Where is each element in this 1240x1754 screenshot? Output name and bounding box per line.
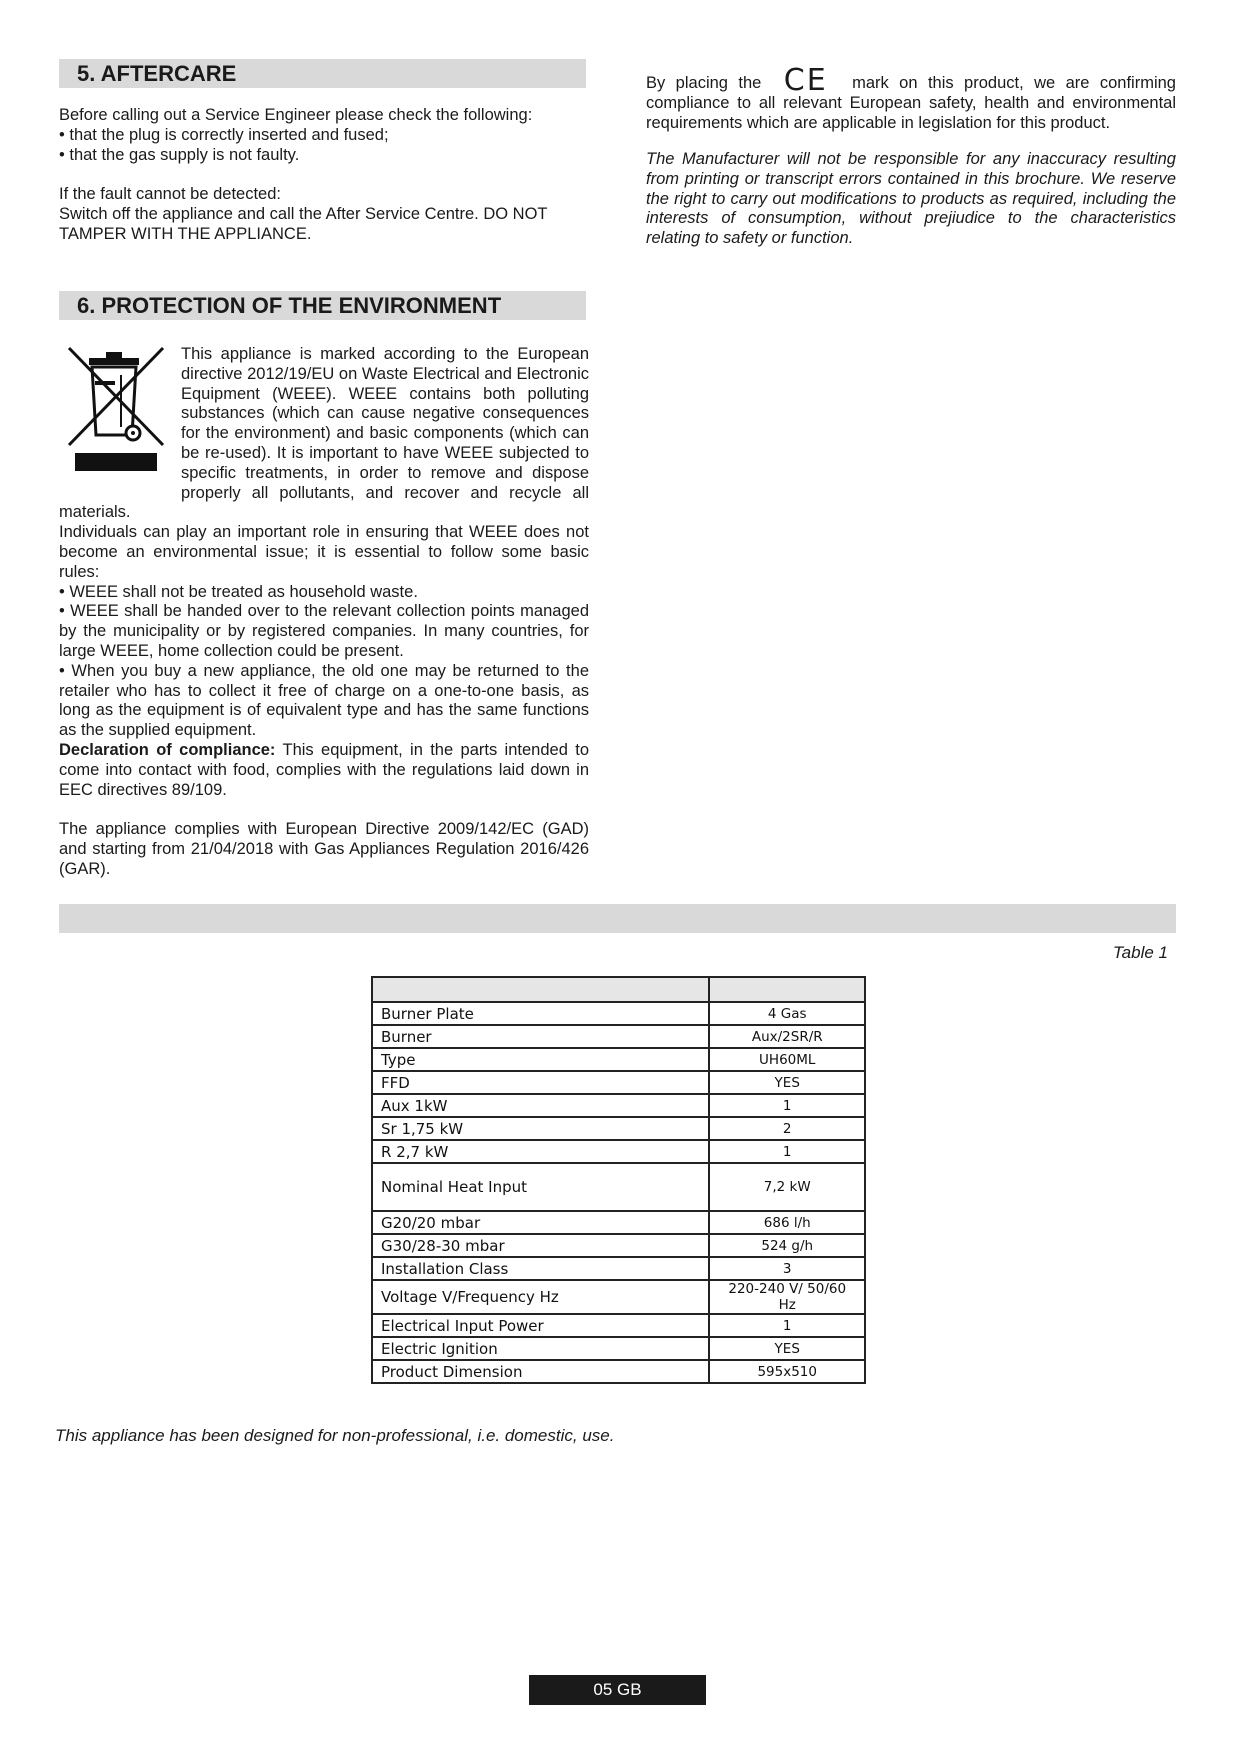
table-row: Nominal Heat Input 7,2 kW xyxy=(372,1163,865,1211)
table-row: Electrical Input Power 1 xyxy=(372,1314,865,1337)
table-row: Burner Aux/2SR/R xyxy=(372,1025,865,1048)
aftercare-body xyxy=(59,106,589,245)
weee-intro: This appliance is marked according to the European directive 2012/19/EU on Waste Electrical and Electronic Equipment (WEEE). WEEE contains both polluting substances (which can cause negative consequences for the environment) and basic components (which can be re-used). It is important to have WEEE subjected to specific treatments, in order to remove and dispose properly all pollutants, and recover and recycle all materials. xyxy=(59,345,589,522)
page-number: 05 GB xyxy=(529,1675,706,1705)
table-row: G20/20 mbar 686 l/h xyxy=(372,1211,865,1234)
aftercare-intro: Before calling out a Service Engineer please check the following: xyxy=(59,106,533,124)
table-row: FFD YES xyxy=(372,1071,865,1094)
aftercare-check: • that the plug is correctly inserted and fused; xyxy=(59,125,389,144)
weee-rule: • WEEE shall be handed over to the relevant collection points managed by the municipality or by registered companies. In many countries, for large WEEE, home collection could be present. xyxy=(59,602,589,660)
table-row: Installation Class 3 xyxy=(372,1257,865,1280)
environment-heading: 6. PROTECTION OF THE ENVIRONMENT xyxy=(59,291,586,320)
environment-body xyxy=(59,345,589,880)
gas-directive-note: The appliance complies with European Directive 2009/142/EC (GAD) and starting from 21/04/2018 with Gas Appliances Regulation 2016/426 (GAR). xyxy=(59,820,589,878)
table-header-row xyxy=(372,977,865,1002)
ce-notice-before: By placing the xyxy=(646,74,762,92)
table-row: G30/28-30 mbar 524 g/h xyxy=(372,1234,865,1257)
manufacturer-disclaimer: The Manufacturer will not be responsible for any inaccuracy resulting from printing or transcript errors contained in this brochure. We reserve the right to carry out modifications to products as required, including the interests of consumption, without prejiudice to the characteristics relating to safety or function. xyxy=(646,150,1176,248)
table-caption: Table 1 xyxy=(1112,943,1168,962)
spec-table xyxy=(371,976,866,1384)
weee-rule: • When you buy a new appliance, the old one may be returned to the retailer who has to collect it free of charge on a one-to-one basis, as long as the equipment is of equivalent type and has the same functions as the supplied equipment. xyxy=(59,661,589,740)
aftercare-heading: 5. AFTERCARE xyxy=(59,59,586,88)
aftercare-fault-line: If the fault cannot be detected: xyxy=(59,185,281,204)
declaration-label: Declaration of compliance: xyxy=(59,740,276,759)
weee-bin-icon xyxy=(59,345,173,481)
table-row: Type UH60ML xyxy=(372,1048,865,1071)
table-row: Aux 1kW 1 xyxy=(372,1094,865,1117)
ce-mark-icon: CE xyxy=(783,63,828,98)
table-section-bar xyxy=(59,904,1176,933)
aftercare-fault-action: Switch off the appliance and call the After Service Centre. DO NOT TAMPER WITH THE APPLIANCE. xyxy=(59,205,548,243)
ce-notice-after: mark on this product, we are confirming compliance to all relevant European safety, health and environmental requirements which are applicable in legislation for this product. xyxy=(646,74,1176,132)
table-row: Sr 1,75 kW 2 xyxy=(372,1117,865,1140)
declaration-text: This equipment, in the parts intended to come into contact with food, complies with the regulations laid down in EEC directives 89/109. xyxy=(59,740,589,799)
domestic-use-note: This appliance has been designed for non-professional, i.e. domestic, use. xyxy=(55,1426,615,1445)
table-row: Voltage V/Frequency Hz 220-240 V/ 50/60 Hz xyxy=(372,1280,865,1314)
ce-notice xyxy=(646,63,1176,133)
aftercare-check: • that the gas supply is not faulty. xyxy=(59,145,300,164)
table-row: Burner Plate 4 Gas xyxy=(372,1002,865,1025)
declaration-of-compliance xyxy=(59,741,589,800)
weee-individuals: Individuals can play an important role in ensuring that WEEE does not become an environmental issue; it is essential to follow some basic rules: xyxy=(59,523,589,581)
table-row: Product Dimension 595x510 xyxy=(372,1360,865,1383)
weee-rule: • WEEE shall not be treated as household waste. xyxy=(59,582,418,601)
table-row: Electric Ignition YES xyxy=(372,1337,865,1360)
table-row: R 2,7 kW 1 xyxy=(372,1140,865,1163)
